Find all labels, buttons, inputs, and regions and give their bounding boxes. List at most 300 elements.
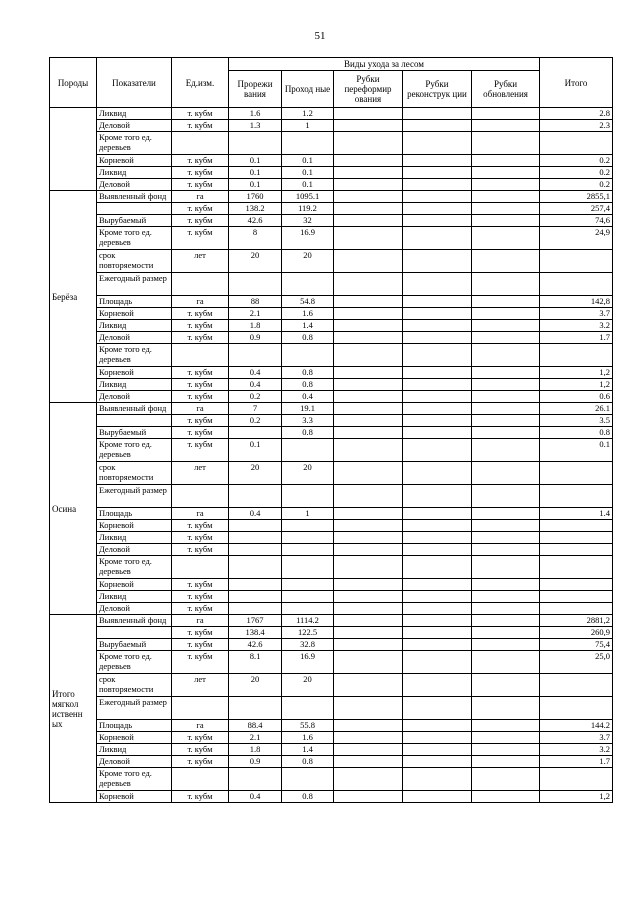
value-cell: 32.8 <box>282 639 334 651</box>
value-cell <box>403 485 472 508</box>
indicator-cell: Корневой <box>97 579 172 591</box>
table-row <box>50 508 613 520</box>
total-cell <box>540 273 613 296</box>
value-cell <box>403 520 472 532</box>
indicator-cell: Вырубаемый <box>97 215 172 227</box>
value-cell <box>472 462 540 485</box>
value-cell <box>403 615 472 627</box>
table-row <box>50 120 613 132</box>
header-reconstruction: Рубки реконструк ции <box>403 71 472 108</box>
indicator-cell: Кроме того ед. деревьев <box>97 768 172 791</box>
table-row <box>50 167 613 179</box>
value-cell: 42.6 <box>229 639 282 651</box>
value-cell <box>403 273 472 296</box>
unit-cell: т. кубм <box>172 379 229 391</box>
value-cell <box>403 332 472 344</box>
value-cell: 1760 <box>229 191 282 203</box>
value-cell <box>472 344 540 367</box>
value-cell <box>472 756 540 768</box>
value-cell <box>334 579 403 591</box>
value-cell: 0.8 <box>282 367 334 379</box>
value-cell <box>282 344 334 367</box>
total-cell <box>540 556 613 579</box>
table-row <box>50 250 613 273</box>
value-cell: 0.8 <box>282 756 334 768</box>
table-row <box>50 344 613 367</box>
total-cell: 74,6 <box>540 215 613 227</box>
value-cell <box>403 415 472 427</box>
value-cell <box>334 791 403 803</box>
unit-cell <box>172 697 229 720</box>
total-cell: 25,0 <box>540 651 613 674</box>
value-cell <box>472 639 540 651</box>
total-cell <box>540 544 613 556</box>
indicator-cell: Ежегодный размер <box>97 697 172 720</box>
value-cell: 0.4 <box>229 791 282 803</box>
value-cell <box>334 273 403 296</box>
total-cell: 3.2 <box>540 320 613 332</box>
value-cell <box>334 191 403 203</box>
breed-cell: Итого мягкол иственн ых <box>50 615 97 803</box>
unit-cell: т. кубм <box>172 179 229 191</box>
table-row <box>50 273 613 296</box>
value-cell: 2.1 <box>229 732 282 744</box>
value-cell <box>472 697 540 720</box>
value-cell <box>334 520 403 532</box>
total-cell: 3.2 <box>540 744 613 756</box>
unit-cell: т. кубм <box>172 108 229 120</box>
table-row <box>50 391 613 403</box>
unit-cell: га <box>172 191 229 203</box>
value-cell <box>403 120 472 132</box>
value-cell <box>334 215 403 227</box>
table-row <box>50 296 613 308</box>
value-cell <box>334 120 403 132</box>
value-cell: 0.1 <box>229 179 282 191</box>
table-row <box>50 627 613 639</box>
value-cell <box>472 520 540 532</box>
value-cell <box>282 520 334 532</box>
value-cell <box>403 179 472 191</box>
table-row <box>50 544 613 556</box>
table-row <box>50 485 613 508</box>
indicator-cell <box>97 627 172 639</box>
total-cell: 0.2 <box>540 167 613 179</box>
indicator-cell: Ликвид <box>97 744 172 756</box>
value-cell <box>403 462 472 485</box>
table-row <box>50 532 613 544</box>
value-cell <box>472 744 540 756</box>
unit-cell: т. кубм <box>172 627 229 639</box>
value-cell: 54.8 <box>282 296 334 308</box>
value-cell: 0.1 <box>229 155 282 167</box>
value-cell <box>403 556 472 579</box>
value-cell <box>334 674 403 697</box>
value-cell <box>472 732 540 744</box>
unit-cell: т. кубм <box>172 591 229 603</box>
total-cell <box>540 603 613 615</box>
value-cell <box>472 544 540 556</box>
total-cell: 142,8 <box>540 296 613 308</box>
value-cell <box>403 603 472 615</box>
value-cell: 0.4 <box>282 391 334 403</box>
value-cell <box>472 427 540 439</box>
unit-cell: т. кубм <box>172 367 229 379</box>
unit-cell: га <box>172 296 229 308</box>
value-cell <box>229 768 282 791</box>
indicator-cell: Кроме того ед. деревьев <box>97 651 172 674</box>
total-cell: 0.2 <box>540 179 613 191</box>
indicator-cell: Деловой <box>97 179 172 191</box>
value-cell: 0.2 <box>229 415 282 427</box>
total-cell: 26.1 <box>540 403 613 415</box>
value-cell <box>229 520 282 532</box>
indicator-cell: срок повторяемости <box>97 250 172 273</box>
value-cell: 0.8 <box>282 332 334 344</box>
value-cell <box>403 296 472 308</box>
value-cell <box>472 674 540 697</box>
value-cell <box>334 203 403 215</box>
value-cell <box>282 532 334 544</box>
value-cell <box>403 756 472 768</box>
table-row <box>50 639 613 651</box>
indicator-cell: Деловой <box>97 544 172 556</box>
value-cell: 20 <box>229 250 282 273</box>
table-row <box>50 697 613 720</box>
value-cell: 1.6 <box>282 732 334 744</box>
unit-cell: т. кубм <box>172 227 229 250</box>
value-cell: 1.6 <box>229 108 282 120</box>
table-row <box>50 332 613 344</box>
value-cell <box>403 227 472 250</box>
table-row <box>50 191 613 203</box>
total-cell <box>540 132 613 155</box>
indicator-cell: Кроме того ед. деревьев <box>97 344 172 367</box>
total-cell: 75,4 <box>540 639 613 651</box>
value-cell <box>334 108 403 120</box>
total-cell: 0.2 <box>540 155 613 167</box>
value-cell <box>334 391 403 403</box>
indicator-cell: Кроме того ед. деревьев <box>97 227 172 250</box>
value-cell: 20 <box>282 674 334 697</box>
value-cell <box>403 532 472 544</box>
indicator-cell <box>97 203 172 215</box>
value-cell: 16.9 <box>282 227 334 250</box>
indicator-cell: Корневой <box>97 520 172 532</box>
value-cell: 1.2 <box>282 108 334 120</box>
value-cell <box>282 132 334 155</box>
total-cell: 2.8 <box>540 108 613 120</box>
table-row <box>50 227 613 250</box>
value-cell: 0.1 <box>229 439 282 462</box>
total-cell <box>540 462 613 485</box>
value-cell <box>229 132 282 155</box>
value-cell <box>334 403 403 415</box>
forest-care-table <box>49 57 613 803</box>
value-cell <box>282 768 334 791</box>
unit-cell: т. кубм <box>172 544 229 556</box>
value-cell: 0.8 <box>282 379 334 391</box>
value-cell: 1.4 <box>282 744 334 756</box>
value-cell: 8.1 <box>229 651 282 674</box>
unit-cell <box>172 273 229 296</box>
value-cell <box>229 591 282 603</box>
value-cell <box>334 720 403 732</box>
indicator-cell: Выявленный фонд <box>97 615 172 627</box>
value-cell: 55.8 <box>282 720 334 732</box>
value-cell <box>472 155 540 167</box>
value-cell <box>472 791 540 803</box>
value-cell: 19.1 <box>282 403 334 415</box>
value-cell <box>334 296 403 308</box>
value-cell <box>334 591 403 603</box>
total-cell: 1,2 <box>540 367 613 379</box>
value-cell: 0.4 <box>229 508 282 520</box>
value-cell <box>334 744 403 756</box>
value-cell <box>472 591 540 603</box>
unit-cell <box>172 344 229 367</box>
table-row <box>50 132 613 155</box>
table-row <box>50 732 613 744</box>
breed-cell: Берёза <box>50 191 97 403</box>
total-cell: 1.4 <box>540 508 613 520</box>
value-cell <box>472 273 540 296</box>
value-cell <box>334 179 403 191</box>
value-cell <box>472 227 540 250</box>
value-cell <box>334 603 403 615</box>
header-breed: Породы <box>50 58 97 108</box>
value-cell <box>334 462 403 485</box>
table-row <box>50 591 613 603</box>
value-cell: 88 <box>229 296 282 308</box>
table-row <box>50 579 613 591</box>
value-cell: 1 <box>282 508 334 520</box>
value-cell <box>472 179 540 191</box>
total-cell <box>540 768 613 791</box>
indicator-cell: Ликвид <box>97 320 172 332</box>
total-cell <box>540 250 613 273</box>
indicator-cell: Корневой <box>97 155 172 167</box>
unit-cell: т. кубм <box>172 756 229 768</box>
table-row <box>50 615 613 627</box>
table-row <box>50 439 613 462</box>
value-cell <box>403 108 472 120</box>
unit-cell: т. кубм <box>172 520 229 532</box>
value-cell <box>472 167 540 179</box>
table-row <box>50 756 613 768</box>
table-row <box>50 403 613 415</box>
value-cell <box>403 427 472 439</box>
unit-cell <box>172 556 229 579</box>
unit-cell: т. кубм <box>172 639 229 651</box>
value-cell: 1767 <box>229 615 282 627</box>
unit-cell: т. кубм <box>172 120 229 132</box>
indicator-cell: Площадь <box>97 508 172 520</box>
value-cell: 0.1 <box>229 167 282 179</box>
total-cell: 1.7 <box>540 756 613 768</box>
breed-cell: Осина <box>50 403 97 615</box>
total-cell <box>540 532 613 544</box>
value-cell <box>334 367 403 379</box>
value-cell <box>334 344 403 367</box>
value-cell <box>334 756 403 768</box>
unit-cell: т. кубм <box>172 439 229 462</box>
table-row <box>50 744 613 756</box>
value-cell <box>472 379 540 391</box>
value-cell: 3.3 <box>282 415 334 427</box>
total-cell: 1.7 <box>540 332 613 344</box>
indicator-cell: Деловой <box>97 391 172 403</box>
value-cell <box>334 768 403 791</box>
value-cell <box>403 308 472 320</box>
value-cell <box>282 485 334 508</box>
total-cell <box>540 697 613 720</box>
table-body <box>50 108 613 803</box>
table-row <box>50 367 613 379</box>
total-cell: 2855,1 <box>540 191 613 203</box>
value-cell <box>472 308 540 320</box>
value-cell <box>403 344 472 367</box>
unit-cell: т. кубм <box>172 579 229 591</box>
unit-cell <box>172 768 229 791</box>
table-row <box>50 651 613 674</box>
unit-cell: т. кубм <box>172 155 229 167</box>
table-row <box>50 768 613 791</box>
value-cell <box>472 615 540 627</box>
value-cell <box>472 203 540 215</box>
value-cell: 20 <box>282 250 334 273</box>
indicator-cell: Ликвид <box>97 379 172 391</box>
indicator-cell: Выявленный фонд <box>97 403 172 415</box>
unit-cell: т. кубм <box>172 651 229 674</box>
indicator-cell: Ликвид <box>97 591 172 603</box>
value-cell <box>334 227 403 250</box>
unit-cell <box>172 132 229 155</box>
value-cell: 138.4 <box>229 627 282 639</box>
value-cell: 1095.1 <box>282 191 334 203</box>
value-cell <box>334 320 403 332</box>
unit-cell <box>172 485 229 508</box>
table-row <box>50 556 613 579</box>
value-cell <box>472 120 540 132</box>
value-cell: 0.1 <box>282 155 334 167</box>
value-cell <box>472 415 540 427</box>
value-cell <box>282 697 334 720</box>
value-cell <box>472 627 540 639</box>
value-cell <box>472 108 540 120</box>
value-cell <box>229 427 282 439</box>
value-cell <box>334 485 403 508</box>
value-cell <box>472 215 540 227</box>
indicator-cell: Корневой <box>97 308 172 320</box>
total-cell: 2881,2 <box>540 615 613 627</box>
value-cell: 0.4 <box>229 379 282 391</box>
total-cell: 257,4 <box>540 203 613 215</box>
value-cell: 138.2 <box>229 203 282 215</box>
value-cell <box>334 308 403 320</box>
page-number: 51 <box>314 30 326 42</box>
indicator-cell: Ежегодный размер <box>97 485 172 508</box>
value-cell <box>229 556 282 579</box>
value-cell <box>403 215 472 227</box>
total-cell <box>540 485 613 508</box>
value-cell <box>334 167 403 179</box>
value-cell <box>472 579 540 591</box>
unit-cell: т. кубм <box>172 203 229 215</box>
value-cell <box>472 132 540 155</box>
value-cell <box>472 403 540 415</box>
unit-cell: т. кубм <box>172 427 229 439</box>
value-cell <box>472 391 540 403</box>
value-cell: 0.1 <box>282 179 334 191</box>
unit-cell: т. кубм <box>172 532 229 544</box>
indicator-cell: срок повторяемости <box>97 674 172 697</box>
value-cell <box>403 791 472 803</box>
unit-cell: лет <box>172 674 229 697</box>
total-cell: 3.7 <box>540 308 613 320</box>
value-cell <box>472 485 540 508</box>
indicator-cell: Деловой <box>97 120 172 132</box>
indicator-cell: Вырубаемый <box>97 427 172 439</box>
table-row <box>50 415 613 427</box>
value-cell <box>334 379 403 391</box>
value-cell <box>403 191 472 203</box>
value-cell <box>334 732 403 744</box>
value-cell <box>282 591 334 603</box>
value-cell <box>282 556 334 579</box>
unit-cell: т. кубм <box>172 791 229 803</box>
header-indicator: Показатели <box>97 58 172 108</box>
unit-cell: га <box>172 615 229 627</box>
value-cell <box>403 367 472 379</box>
value-cell: 1.8 <box>229 320 282 332</box>
unit-cell: т. кубм <box>172 167 229 179</box>
table-row <box>50 603 613 615</box>
table-row <box>50 791 613 803</box>
unit-cell: т. кубм <box>172 744 229 756</box>
indicator-cell: Площадь <box>97 720 172 732</box>
total-cell <box>540 579 613 591</box>
value-cell <box>334 639 403 651</box>
table-row <box>50 379 613 391</box>
table-row <box>50 720 613 732</box>
value-cell <box>282 439 334 462</box>
value-cell <box>403 744 472 756</box>
value-cell: 0.2 <box>229 391 282 403</box>
total-cell <box>540 344 613 367</box>
value-cell <box>472 439 540 462</box>
indicator-cell: Площадь <box>97 296 172 308</box>
unit-cell: т. кубм <box>172 415 229 427</box>
value-cell <box>403 639 472 651</box>
unit-cell: га <box>172 508 229 520</box>
table-row <box>50 179 613 191</box>
total-cell: 3.5 <box>540 415 613 427</box>
value-cell <box>403 627 472 639</box>
indicator-cell: Корневой <box>97 791 172 803</box>
value-cell: 7 <box>229 403 282 415</box>
table-row <box>50 308 613 320</box>
total-cell: 0.1 <box>540 439 613 462</box>
value-cell <box>403 203 472 215</box>
value-cell <box>472 720 540 732</box>
value-cell <box>403 403 472 415</box>
value-cell <box>334 627 403 639</box>
value-cell <box>403 132 472 155</box>
value-cell: 1.8 <box>229 744 282 756</box>
value-cell <box>403 379 472 391</box>
total-cell <box>540 520 613 532</box>
